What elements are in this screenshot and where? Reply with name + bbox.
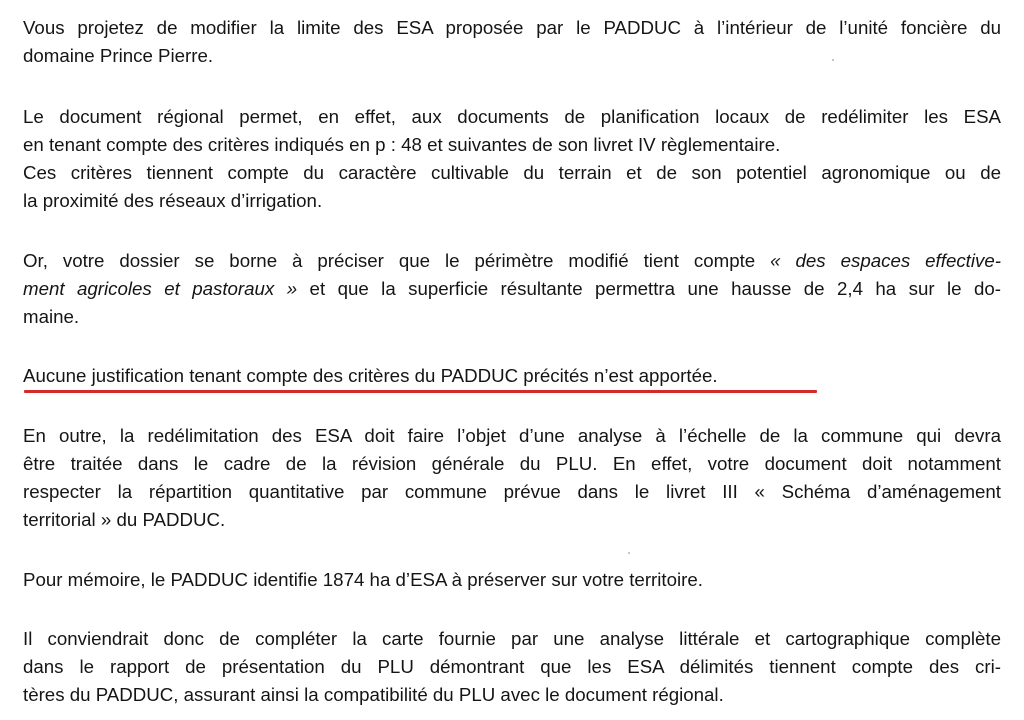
paragraph-5-line-3: respecter la répartition quantitative par commune prévue dans le livret III « Schéma d’aménagement — [23, 481, 1001, 502]
scan-speck — [832, 59, 834, 61]
paragraph-2-line-2: en tenant compte des critères indiqués en p : 48 et suivantes de son livret IV règlementaire. — [23, 134, 781, 155]
paragraph-2-line-4: la proximité des réseaux d’irrigation. — [23, 190, 323, 211]
paragraph-5-line-4: territorial » du PADDUC. — [23, 509, 226, 530]
scan-speck — [628, 552, 630, 554]
paragraph-6-line-1: Pour mémoire, le PADDUC identifie 1874 ha d’ESA à préserver sur votre territoire. — [23, 569, 703, 590]
paragraph-7-line-3: tères du PADDUC, assurant ainsi la compatibilité du PLU avec le document régional. — [23, 684, 724, 705]
paragraph-1-line-1: Vous projetez de modifier la limite des ESA proposée par le PADDUC à l’intérieur de l’unité foncière du — [23, 17, 1001, 38]
paragraph-5-line-2: être traitée dans le cadre de la révision générale du PLU. En effet, votre document doit notamment — [23, 453, 1001, 474]
paragraph-3-line-1 — [23, 247, 1001, 275]
paragraph-3-line-1-quote: « des espaces effective- — [770, 250, 1001, 271]
red-highlight-underline — [24, 390, 817, 393]
paragraph-1-line-2: domaine Prince Pierre. — [23, 45, 214, 66]
paragraph-2-line-1: Le document régional permet, en effet, aux documents de planification locaux de redélimiter les ESA — [23, 106, 1001, 127]
highlighted-conclusion: Aucune justification tenant compte des critères du PADDUC précités n’est apportée. — [23, 365, 718, 386]
paragraph-5-line-1: En outre, la redélimitation des ESA doit faire l’objet d’une analyse à l’échelle de la commune qui devra — [23, 425, 1001, 446]
paragraph-2-line-3: Ces critères tiennent compte du caractère cultivable du terrain et de son potentiel agronomique ou de — [23, 162, 1001, 183]
paragraph-3-line-3: maine. — [23, 306, 80, 327]
paragraph-7-line-1: Il conviendrait donc de compléter la carte fournie par une analyse littérale et cartographique complète — [23, 628, 1001, 649]
paragraph-7-line-2: dans le rapport de présentation du PLU démontrant que les ESA délimités tiennent compte des cri- — [23, 656, 1001, 677]
paragraph-3-line-2 — [23, 275, 1001, 303]
paragraph-3-line-2-text: et que la superficie résultante permettra une hausse de 2,4 ha sur le do- — [309, 278, 1001, 299]
paragraph-3-line-2-quote: ment agricoles et pastoraux » — [23, 278, 298, 299]
paragraph-3-line-1-text: Or, votre dossier se borne à préciser que le périmètre modifié tient compte — [23, 250, 756, 271]
